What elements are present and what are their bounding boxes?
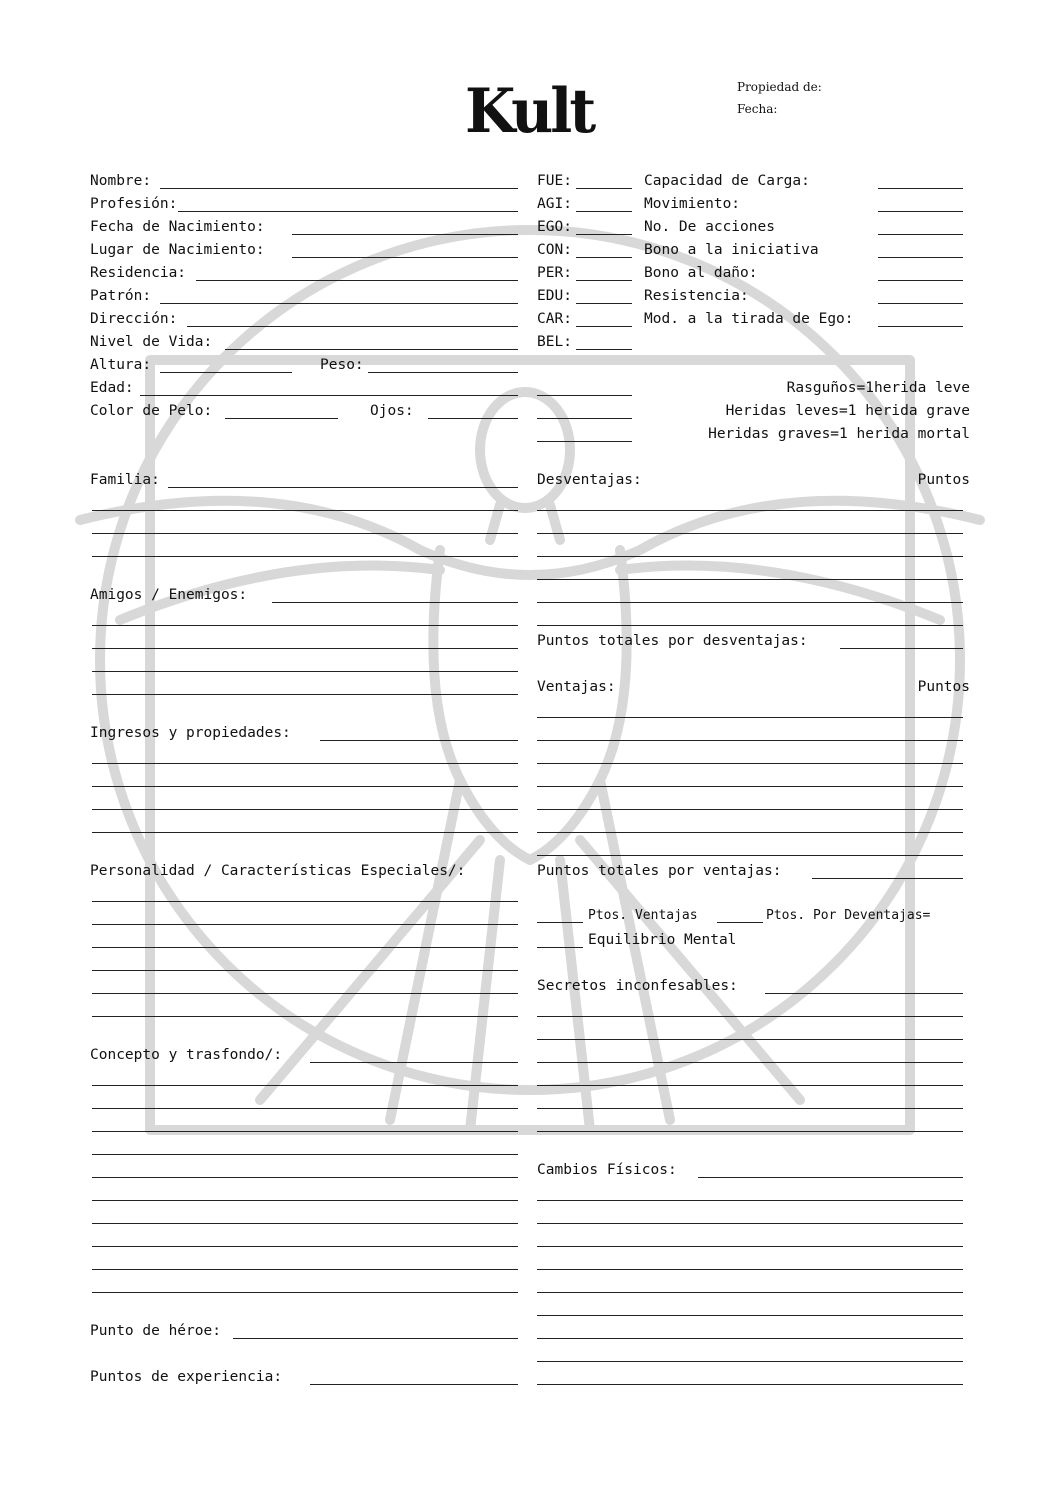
ptos-ventajas-field[interactable] [537, 922, 583, 923]
concepto-line[interactable] [92, 1269, 518, 1270]
edad-field[interactable] [140, 395, 518, 396]
attr-car-label: CAR: [537, 311, 572, 327]
ingresos-line[interactable] [92, 786, 518, 787]
desventajas-puntos-label: Puntos [917, 472, 970, 488]
desventajas-line[interactable] [537, 556, 963, 557]
altura-field[interactable] [160, 372, 292, 373]
resistencia-field[interactable] [878, 303, 963, 304]
personalidad-line[interactable] [92, 993, 518, 994]
secretos-field[interactable] [765, 993, 963, 994]
lugar-nacimiento-label: Lugar de Nacimiento: [90, 242, 265, 258]
ventajas-label: Ventajas: [537, 679, 616, 695]
personalidad-line[interactable] [92, 947, 518, 948]
attr-fue-label: FUE: [537, 173, 572, 189]
profesion-field[interactable] [178, 211, 518, 212]
cambios-line[interactable] [537, 1338, 963, 1339]
ventajas-line[interactable] [537, 740, 963, 741]
total-desventajas-field[interactable] [840, 648, 963, 649]
patron-label: Patrón: [90, 288, 152, 304]
fecha-nacimiento-field[interactable] [292, 234, 518, 235]
equilibrio-label: Equilibrio Mental [588, 932, 737, 948]
secretos-line[interactable] [537, 1131, 963, 1132]
familia-label: Familia: [90, 472, 160, 488]
bono-dano-label: Bono al daño: [644, 265, 758, 281]
cambios-line[interactable] [537, 1246, 963, 1247]
attr-con-label: CON: [537, 242, 572, 258]
amigos-field[interactable] [272, 602, 518, 603]
amigos-line[interactable] [92, 671, 518, 672]
capacidad-carga-field[interactable] [878, 188, 963, 189]
ventajas-line[interactable] [537, 717, 963, 718]
desventajas-label: Desventajas: [537, 472, 642, 488]
bono-dano-field[interactable] [878, 280, 963, 281]
attr-per-field[interactable] [576, 280, 632, 281]
cambios-field[interactable] [698, 1177, 963, 1178]
bono-iniciativa-label: Bono a la iniciativa [644, 242, 819, 258]
secretos-line[interactable] [537, 1016, 963, 1017]
peso-field[interactable] [368, 372, 518, 373]
cambios-line[interactable] [537, 1384, 963, 1385]
cambios-line[interactable] [537, 1200, 963, 1201]
cambios-line[interactable] [537, 1292, 963, 1293]
kult-logo: Kult [465, 75, 594, 147]
total-ventajas-field[interactable] [812, 878, 963, 879]
equilibrio-field[interactable] [537, 947, 583, 948]
desventajas-line[interactable] [537, 533, 963, 534]
nivel-vida-label: Nivel de Vida: [90, 334, 213, 350]
vitruvian-man-watermark [60, 220, 1000, 1160]
desventajas-line[interactable] [537, 510, 963, 511]
personalidad-line[interactable] [92, 924, 518, 925]
familia-line[interactable] [92, 510, 518, 511]
wound-field-3[interactable] [537, 441, 632, 442]
secretos-label: Secretos inconfesables: [537, 978, 738, 994]
concepto-line[interactable] [92, 1154, 518, 1155]
mod-ego-field[interactable] [878, 326, 963, 327]
bono-iniciativa-field[interactable] [878, 257, 963, 258]
concepto-line[interactable] [92, 1085, 518, 1086]
attr-ego-label: EGO: [537, 219, 572, 235]
concepto-line[interactable] [92, 1246, 518, 1247]
ventajas-line[interactable] [537, 786, 963, 787]
heroe-label: Punto de héroe: [90, 1323, 221, 1339]
amigos-line[interactable] [92, 694, 518, 695]
num-acciones-label: No. De acciones [644, 219, 775, 235]
owner-label: Propiedad de: [737, 80, 822, 94]
secretos-line[interactable] [537, 1039, 963, 1040]
familia-field[interactable] [168, 487, 518, 488]
cambios-line[interactable] [537, 1361, 963, 1362]
ojos-label: Ojos: [370, 403, 414, 419]
attr-edu-field[interactable] [576, 303, 632, 304]
wound-field-2[interactable] [537, 418, 632, 419]
personalidad-line[interactable] [92, 970, 518, 971]
ventajas-line[interactable] [537, 832, 963, 833]
personalidad-line[interactable] [92, 1016, 518, 1017]
ptos-ventajas-label: Ptos. Ventajas [588, 908, 698, 923]
total-ventajas-label: Puntos totales por ventajas: [537, 863, 782, 879]
movimiento-label: Movimiento: [644, 196, 741, 212]
attr-agi-label: AGI: [537, 196, 572, 212]
attr-fue-field[interactable] [576, 188, 632, 189]
secretos-line[interactable] [537, 1062, 963, 1063]
amigos-line[interactable] [92, 625, 518, 626]
attr-con-field[interactable] [576, 257, 632, 258]
resistencia-label: Resistencia: [644, 288, 749, 304]
concepto-line[interactable] [92, 1177, 518, 1178]
ventajas-puntos-label: Puntos [917, 679, 970, 695]
wound-field-1[interactable] [537, 395, 632, 396]
peso-label: Peso: [320, 357, 364, 373]
attr-ego-field[interactable] [576, 234, 632, 235]
total-desventajas-label: Puntos totales por desventajas: [537, 633, 808, 649]
desventajas-line[interactable] [537, 602, 963, 603]
attr-bel-label: BEL: [537, 334, 572, 350]
attr-edu-label: EDU: [537, 288, 572, 304]
desventajas-line[interactable] [537, 625, 963, 626]
desventajas-line[interactable] [537, 579, 963, 580]
ventajas-line[interactable] [537, 809, 963, 810]
concepto-line[interactable] [92, 1200, 518, 1201]
concepto-line[interactable] [92, 1108, 518, 1109]
ptos-desventajas-field[interactable] [717, 922, 763, 923]
attr-per-label: PER: [537, 265, 572, 281]
familia-line[interactable] [92, 556, 518, 557]
concepto-label: Concepto y trasfondo/: [90, 1047, 283, 1063]
pelo-field[interactable] [225, 418, 338, 419]
num-acciones-field[interactable] [878, 234, 963, 235]
pelo-label: Color de Pelo: [90, 403, 213, 419]
ingresos-line[interactable] [92, 809, 518, 810]
amigos-line[interactable] [92, 648, 518, 649]
altura-label: Altura: [90, 357, 152, 373]
residencia-field[interactable] [196, 280, 518, 281]
lugar-nacimiento-field[interactable] [292, 257, 518, 258]
patron-field[interactable] [160, 303, 518, 304]
ingresos-label: Ingresos y propiedades: [90, 725, 291, 741]
concepto-line[interactable] [92, 1292, 518, 1293]
concepto-line[interactable] [92, 1131, 518, 1132]
ptos-desventajas-label: Ptos. Por Deventajas= [766, 908, 931, 923]
amigos-label: Amigos / Enemigos: [90, 587, 248, 603]
personalidad-label: Personalidad / Características Especiales/: [90, 863, 466, 879]
concepto-line[interactable] [92, 1223, 518, 1224]
wound-rule-1: Rasguños=1herida leve [786, 380, 970, 396]
cambios-line[interactable] [537, 1223, 963, 1224]
attr-agi-field[interactable] [576, 211, 632, 212]
experiencia-label: Puntos de experiencia: [90, 1369, 283, 1385]
ventajas-line[interactable] [537, 763, 963, 764]
nombre-label: Nombre: [90, 173, 152, 189]
ojos-field[interactable] [428, 418, 518, 419]
secretos-line[interactable] [537, 1108, 963, 1109]
mod-ego-label: Mod. a la tirada de Ego: [644, 311, 854, 327]
fecha-nacimiento-label: Fecha de Nacimiento: [90, 219, 265, 235]
direccion-label: Dirección: [90, 311, 178, 327]
residencia-label: Residencia: [90, 265, 187, 281]
familia-line[interactable] [92, 533, 518, 534]
experiencia-field[interactable] [310, 1384, 518, 1385]
ingresos-line[interactable] [92, 832, 518, 833]
concepto-field[interactable] [310, 1062, 518, 1063]
nivel-vida-field[interactable] [225, 349, 518, 350]
direccion-field[interactable] [187, 326, 518, 327]
capacidad-carga-label: Capacidad de Carga: [644, 173, 810, 189]
attr-bel-field[interactable] [576, 349, 632, 350]
profesion-label: Profesión: [90, 196, 178, 212]
personalidad-line[interactable] [92, 901, 518, 902]
attr-car-field[interactable] [576, 326, 632, 327]
movimiento-field[interactable] [878, 211, 963, 212]
ventajas-line[interactable] [537, 855, 963, 856]
date-label: Fecha: [737, 102, 778, 116]
cambios-label: Cambios Físicos: [537, 1162, 677, 1178]
cambios-line[interactable] [537, 1269, 963, 1270]
wound-rule-2: Heridas leves=1 herida grave [725, 403, 970, 419]
wound-rule-3: Heridas graves=1 herida mortal [708, 426, 970, 442]
ingresos-line[interactable] [92, 763, 518, 764]
heroe-field[interactable] [233, 1338, 518, 1339]
edad-label: Edad: [90, 380, 134, 396]
cambios-line[interactable] [537, 1315, 963, 1316]
ingresos-field[interactable] [320, 740, 518, 741]
nombre-field[interactable] [160, 188, 518, 189]
secretos-line[interactable] [537, 1085, 963, 1086]
